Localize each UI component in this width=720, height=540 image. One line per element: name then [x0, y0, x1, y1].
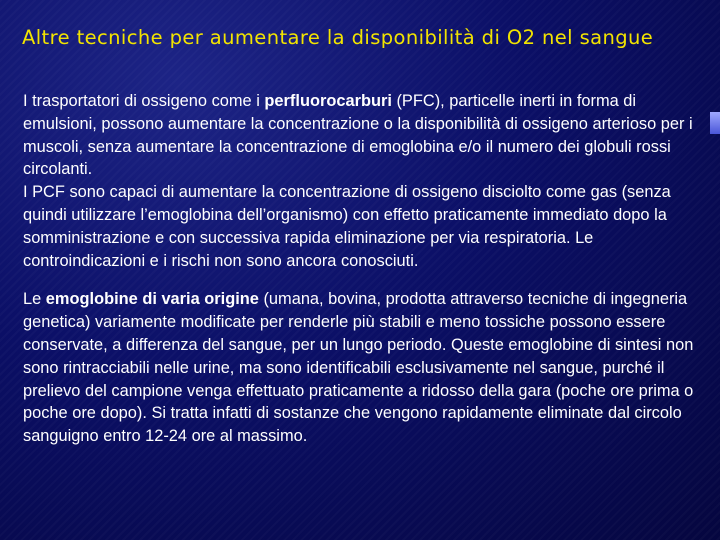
paragraph-spacer	[23, 272, 709, 288]
term-perfluorocarburi: perfluorocarburi	[264, 92, 392, 110]
paragraph-pfc	[23, 90, 709, 181]
paragraph-hemoglobins-intro: Le	[23, 290, 46, 309]
term-emoglobine: emoglobine di varia origine	[45, 290, 259, 309]
edge-accent-bar	[710, 112, 720, 134]
paragraph-pfc-intro: I trasportatori di ossigeno come i	[23, 92, 265, 110]
paragraph-pfc-rest: (PFC), particelle inerti in forma di emulsioni, possono aumentare la concentrazione o la disponibilità di ossigeno arterioso per i muscoli, senza aumentare la concentrazione di emoglobina e/o il numero dei globuli rossi circolanti.	[23, 92, 693, 179]
slide-body	[23, 90, 709, 448]
paragraph-hemoglobins	[23, 288, 709, 448]
paragraph-hemoglobins-rest: (umana, bovina, prodotta attraverso tecniche di ingegneria genetica) variamente modificate per renderle più stabili e meno tossiche possono essere conservate, a differenza del sangue, per un lungo periodo. Queste emoglobine di sintesi non sono rintracciabili nelle urine, ma sono identificabili esclusivamente nel sangue, purché il prelievo del campione venga effettuato praticamente a ridosso della gara (poche ore prima o poche ore dopo). Si tratta infatti di sostanze che vengono rapidamente eliminate dal circolo sanguigno entro 12-24 ore al massimo.	[23, 290, 694, 446]
slide-title: Altre tecniche per aumentare la disponibilità di O2 nel sangue	[22, 26, 654, 49]
paragraph-pcf-effects: I PCF sono capaci di aumentare la concentrazione di ossigeno disciolto come gas (senza quindi utilizzare l’emoglobina dell’organismo) con effetto praticamente immediato dopo la somministrazione e con successiva rapida eliminazione per via respiratoria. Le controindicazioni e i rischi non sono ancora conosciuti.	[23, 183, 671, 270]
